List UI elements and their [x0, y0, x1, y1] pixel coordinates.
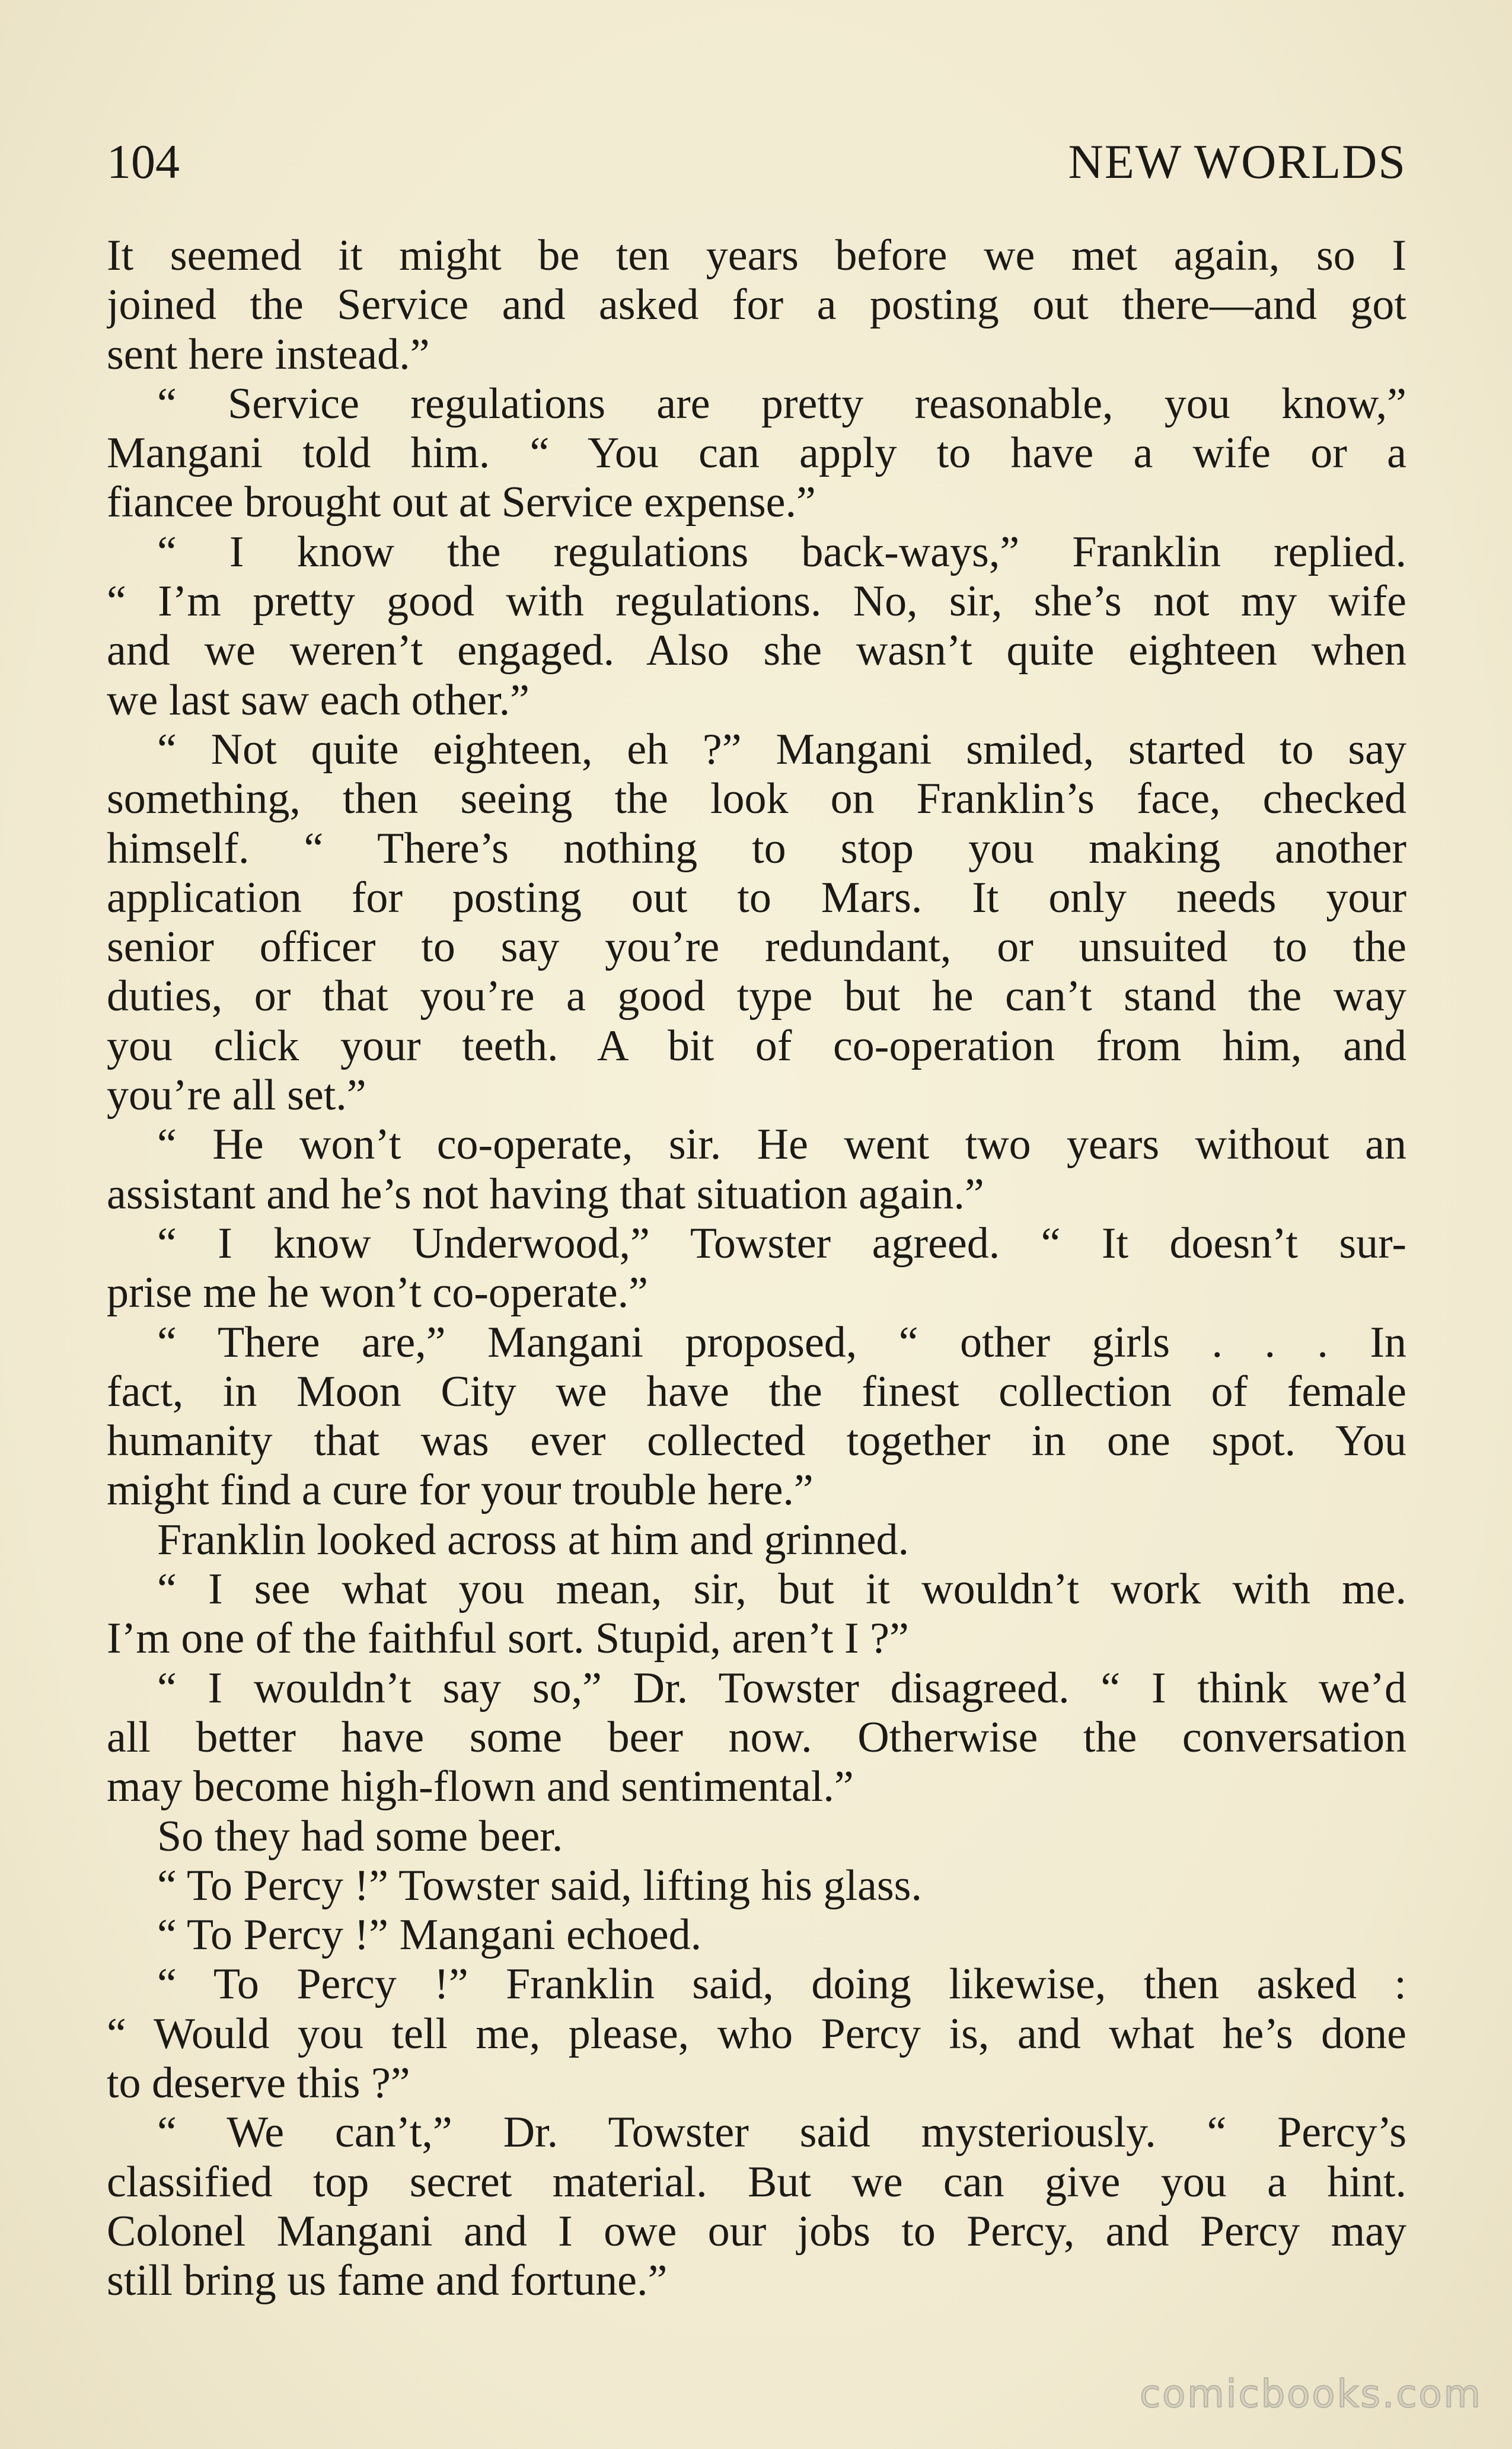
text-line: Colonel Mangani and I owe our jobs to Percy, and Percy may	[107, 2206, 1406, 2256]
text-line: you click your teeth. A bit of co-operation from him, and	[107, 1021, 1406, 1070]
text-line: might find a cure for your trouble here.”	[107, 1466, 814, 1515]
text-line: fact, in Moon City we have the finest collection of female	[107, 1367, 1406, 1416]
text-line: “ To Percy !” Towster said, lifting his glass.	[157, 1861, 922, 1910]
text-line: may become high-flown and sentimental.”	[107, 1762, 854, 1812]
text-line: Mangani told him. “ You can apply to have a wife or a	[107, 429, 1406, 478]
text-line: “ I see what you mean, sir, but it wouldn’t work with me.	[157, 1565, 1406, 1614]
text-line: himself. “ There’s nothing to stop you making another	[107, 824, 1406, 873]
page-number: 104	[107, 135, 180, 189]
text-line: all better have some beer now. Otherwise the conversation	[107, 1713, 1406, 1762]
text-line: “ He won’t co-operate, sir. He went two years without an	[157, 1120, 1406, 1169]
text-line: you’re all set.”	[107, 1071, 366, 1120]
text-line: “ Would you tell me, please, who Percy is, and what he’s done	[107, 2009, 1406, 2058]
text-line: “ We can’t,” Dr. Towster said mysteriously. “ Percy’s	[157, 2108, 1406, 2157]
text-line: “ To Percy !” Franklin said, doing likewise, then asked :	[157, 1960, 1406, 2009]
text-line: “ There are,” Mangani proposed, “ other girls . . . In	[157, 1318, 1406, 1367]
text-line: “ Service regulations are pretty reasonable, you know,”	[157, 379, 1406, 428]
text-line: joined the Service and asked for a posting out there—and got	[107, 280, 1406, 330]
watermark: comicbooks.com	[1139, 2373, 1482, 2416]
body-text	[107, 231, 1406, 2305]
text-line: duties, or that you’re a good type but he can’t stand the way	[107, 972, 1406, 1021]
running-head: NEW WORLDS	[1068, 135, 1406, 189]
text-line: Franklin looked across at him and grinned.	[157, 1515, 910, 1564]
text-line: humanity that was ever collected together in one spot. You	[107, 1417, 1406, 1466]
text-line: “ I know Underwood,” Towster agreed. “ It doesn’t sur-	[157, 1219, 1406, 1268]
text-line: fiancee brought out at Service expense.”	[107, 478, 816, 527]
page-header	[107, 129, 1406, 194]
text-line: assistant and he’s not having that situation again.”	[107, 1169, 984, 1219]
text-line: sent here instead.”	[107, 330, 430, 379]
text-line: “ I wouldn’t say so,” Dr. Towster disagreed. “ I think we’d	[157, 1663, 1406, 1713]
text-line: still bring us fame and fortune.”	[107, 2256, 668, 2305]
text-line: to deserve this ?”	[107, 2058, 410, 2107]
text-line: we last saw each other.”	[107, 675, 529, 725]
text-line: “ To Percy !” Mangani echoed.	[157, 1911, 702, 1960]
text-line: prise me he won’t co-operate.”	[107, 1268, 648, 1318]
text-line: It seemed it might be ten years before we met again, so I	[107, 231, 1406, 280]
text-line: senior officer to say you’re redundant, or unsuited to the	[107, 923, 1406, 972]
text-line: I’m one of the faithful sort. Stupid, aren’t I ?”	[107, 1614, 909, 1663]
text-line: “ Not quite eighteen, eh ?” Mangani smiled, started to say	[157, 725, 1406, 774]
text-line: application for posting out to Mars. It only needs your	[107, 873, 1406, 922]
text-line: “ I’m pretty good with regulations. No, sir, she’s not my wife	[107, 577, 1406, 626]
text-line: classified top secret material. But we can give you a hint.	[107, 2157, 1406, 2206]
text-line: and we weren’t engaged. Also she wasn’t quite eighteen when	[107, 626, 1406, 675]
text-line: something, then seeing the look on Franklin’s face, checked	[107, 774, 1406, 824]
text-line: “ I know the regulations back-ways,” Franklin replied.	[157, 527, 1406, 576]
text-line: So they had some beer.	[157, 1812, 563, 1861]
